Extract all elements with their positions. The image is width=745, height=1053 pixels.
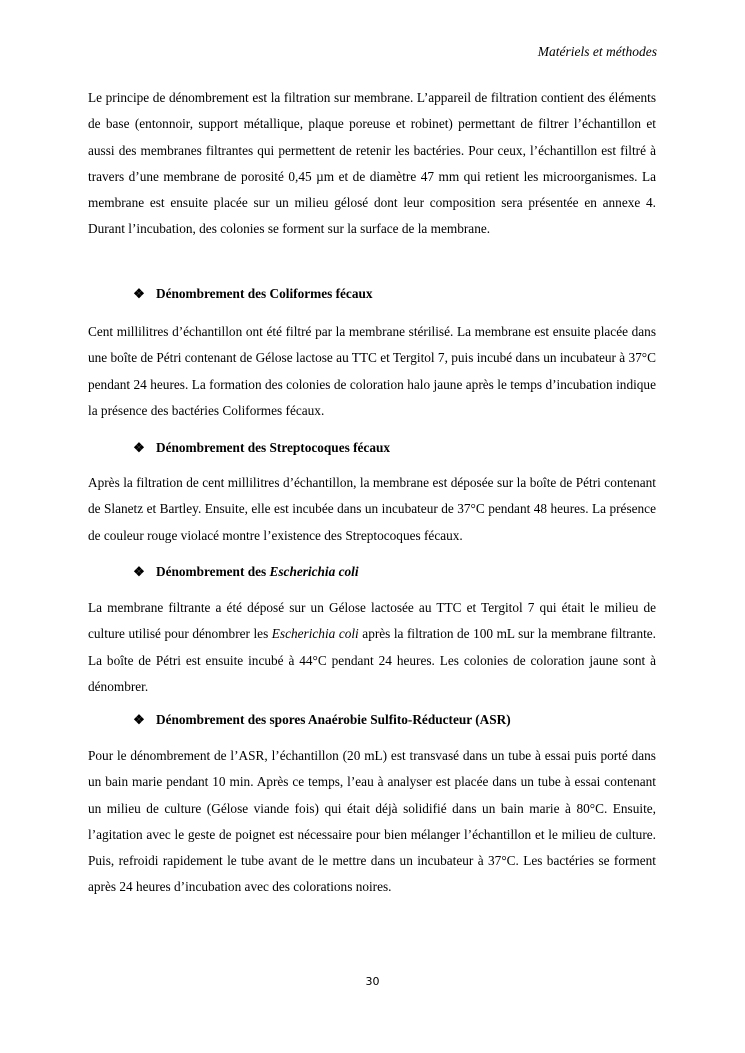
diamond-bullet-icon: ❖ (133, 440, 145, 455)
section-heading-coliformes (132, 286, 373, 302)
section-title: Dénombrement des Streptocoques fécaux (156, 440, 391, 455)
diamond-bullet-icon: ❖ (133, 564, 145, 579)
section-paragraph-ecoli: La membrane filtrante a été déposé sur un Gélose lactosée au TTC et Tergitol 7 qui était le milieu de culture utilisé pour dénombrer les Escherichia coli après la filtration de 100 mL sur la membrane filtrante. La boîte de Pétri est ensuite incubé à 44°C pendant 24 heures. Les colonies de coloration jaune sont à dénombrer. (88, 600, 657, 694)
section-heading-ecoli (132, 564, 359, 580)
section-title: Dénombrement des spores Anaérobie Sulfito-Réducteur (ASR) (156, 712, 511, 727)
section-title: Dénombrement des Escherichia coli (156, 564, 359, 579)
running-header: Matériels et méthodes (537, 44, 657, 59)
section-title: Dénombrement des Coliformes fécaux (156, 286, 373, 301)
section-paragraph-asr: Pour le dénombrement de l’ASR, l’échantillon (20 mL) est transvasé dans un tube à essai puis porté dans un bain marie pendant 10 min. Après ce temps, l’eau à analyser est placée dans un tube à essai contenant un milieu de culture (Gélose viande fois) qui était déjà solidifié dans un bain marie à 80°C. Ensuite, l’agitation avec le geste de poignet est nécessaire pour bien mélanger l’échantillon et le milieu de culture. Puis, refroidi rapidement le tube avant de le mettre dans un incubateur à 37°C. Les bactéries se forment après 24 heures d’incubation avec des colorations noires. (88, 748, 656, 895)
diamond-bullet-icon: ❖ (133, 712, 145, 727)
page-number: 30 (365, 975, 380, 988)
intro-paragraph: Le principe de dénombrement est la filtration sur membrane. L’appareil de filtration contient des éléments de base (entonnoir, support métallique, plaque poreuse et robinet) permettant de filtrer l’échantillon et aussi des membranes filtrantes qui permettent de retenir les bactéries. Pour ceux, l’échantillon est filtré à travers d’une membrane de porosité 0,45 µm et de diamètre 47 mm qui retient les microorganismes. La membrane est ensuite placée sur un milieu gélosé dont leur composition sera présentée en annexe 4. Durant l’incubation, des colonies se forment sur la surface de la membrane. (88, 90, 656, 237)
section-heading-asr (132, 712, 511, 728)
diamond-bullet-icon: ❖ (133, 286, 145, 301)
section-paragraph-coliformes: Cent millilitres d’échantillon ont été filtré par la membrane stérilisé. La membrane est ensuite placée dans une boîte de Pétri contenant de Gélose lactose au TTC et Tergitol 7, puis incubé dans un incubateur à 37°C pendant 24 heures. La formation des colonies de coloration halo jaune après le temps d’incubation indique la présence des bactéries Coliformes fécaux. (88, 324, 656, 418)
section-heading-streptocoques (132, 440, 390, 456)
section-paragraph-streptocoques: Après la filtration de cent millilitres d’échantillon, la membrane est déposée sur la boîte de Pétri contenant de Slanetz et Bartley. Ensuite, elle est incubée dans un incubateur de 37°C pendant 48 heures. La présence de couleur rouge violacé montre l’existence des Streptocoques fécaux. (88, 475, 656, 543)
